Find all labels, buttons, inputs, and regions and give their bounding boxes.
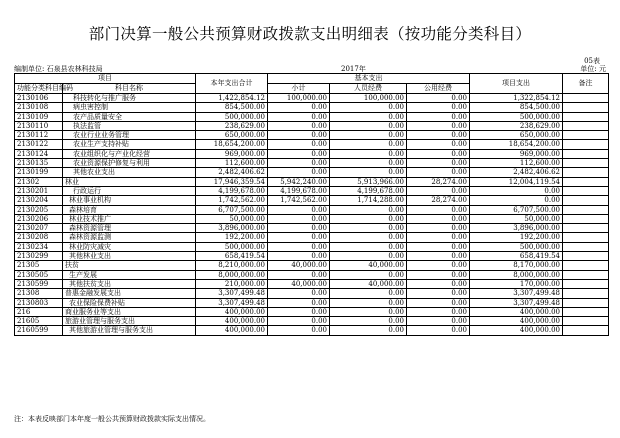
cell-project: 0.00 [470,196,563,205]
cell-name: 林业防灾减灾 [63,242,196,251]
cell-code: 2130803 [15,298,63,307]
cell-name: 农业资源保护修复与利用 [63,159,196,168]
cell-project: 170,000.00 [470,279,563,288]
table-row [15,177,609,186]
cell-total: 50,000.00 [196,214,268,223]
cell-remark [563,121,609,130]
cell-subtotal: 0.00 [268,252,330,261]
cell-subtotal: 0.00 [268,289,330,298]
cell-code: 2130108 [15,103,63,112]
cell-project: 112,600.00 [470,159,563,168]
cell-name: 森林资源管理 [63,224,196,233]
table-row [15,261,609,270]
cell-public: 0.00 [407,186,470,195]
table-row [15,112,609,121]
cell-personnel: 0.00 [330,307,407,316]
table-row [15,307,609,316]
cell-subtotal: 0.00 [268,298,330,307]
cell-subtotal: 0.00 [268,112,330,121]
cell-remark [563,298,609,307]
cell-total: 1,742,562.00 [196,196,268,205]
cell-code: 21305 [15,261,63,270]
header-public: 公用经费 [407,84,470,94]
cell-public: 28,274.00 [407,196,470,205]
table-row [15,159,609,168]
cell-name: 行政运行 [63,186,196,195]
cell-remark [563,140,609,149]
cell-name: 农业生产支持补贴 [63,140,196,149]
cell-subtotal: 100,000.00 [268,94,330,103]
cell-total: 4,199,678.00 [196,186,268,195]
cell-project: 500,000.00 [470,112,563,121]
cell-code: 216 [15,307,63,316]
cell-name: 林业事业机构 [63,196,196,205]
cell-name: 病虫害控制 [63,103,196,112]
cell-public: 0.00 [407,140,470,149]
cell-personnel: 0.00 [330,214,407,223]
cell-project: 0.00 [470,186,563,195]
cell-name: 农业组织化与产业化经营 [63,149,196,158]
cell-public: 0.00 [407,270,470,279]
cell-personnel: 0.00 [330,326,407,335]
cell-code: 21302 [15,177,63,186]
header-item: 项目 [15,74,196,84]
cell-name: 农业行业业务管理 [63,131,196,140]
cell-personnel: 0.00 [330,168,407,177]
cell-public: 0.00 [407,261,470,270]
cell-total: 3,307,499.48 [196,298,268,307]
table-row [15,205,609,214]
cell-subtotal: 0.00 [268,103,330,112]
cell-project: 1,322,854.12 [470,94,563,103]
cell-name: 森林培育 [63,205,196,214]
cell-remark [563,289,609,298]
cell-personnel: 0.00 [330,159,407,168]
table-row [15,149,609,158]
table-row [15,140,609,149]
cell-total: 400,000.00 [196,307,268,316]
header-remark: 备注 [563,74,609,94]
cell-public: 0.00 [407,289,470,298]
cell-subtotal: 0.00 [268,205,330,214]
table-row [15,326,609,335]
cell-project: 2,482,406.62 [470,168,563,177]
cell-public: 0.00 [407,317,470,326]
cell-project: 650,000.00 [470,131,563,140]
cell-remark [563,103,609,112]
cell-remark [563,270,609,279]
cell-subtotal: 0.00 [268,326,330,335]
cell-personnel: 5,913,966.00 [330,177,407,186]
cell-personnel: 1,714,288.00 [330,196,407,205]
cell-personnel: 0.00 [330,224,407,233]
cell-public: 28,274.00 [407,177,470,186]
cell-total: 192,200.00 [196,233,268,242]
cell-name: 生产发展 [63,270,196,279]
cell-public: 0.00 [407,298,470,307]
cell-code: 2130599 [15,279,63,288]
cell-total: 3,307,499.48 [196,289,268,298]
cell-code: 2130505 [15,270,63,279]
sheet-number: 05表 [584,57,600,65]
table-row [15,224,609,233]
cell-total: 969,000.00 [196,149,268,158]
cell-total: 400,000.00 [196,317,268,326]
cell-code: 2130205 [15,205,63,214]
cell-public: 0.00 [407,168,470,177]
cell-remark [563,205,609,214]
cell-remark [563,94,609,103]
cell-total: 400,000.00 [196,326,268,335]
cell-code: 2130106 [15,94,63,103]
cell-total: 210,000.00 [196,279,268,288]
cell-public: 0.00 [407,205,470,214]
cell-code: 2130122 [15,140,63,149]
cell-personnel: 0.00 [330,140,407,149]
cell-code: 21605 [15,317,63,326]
cell-total: 854,500.00 [196,103,268,112]
cell-project: 854,500.00 [470,103,563,112]
cell-remark [563,279,609,288]
cell-project: 238,629.00 [470,121,563,130]
cell-project: 400,000.00 [470,317,563,326]
table-row [15,168,609,177]
expenditure-table [14,73,609,336]
cell-personnel: 40,000.00 [330,261,407,270]
cell-subtotal: 0.00 [268,121,330,130]
cell-subtotal: 5,942,240.00 [268,177,330,186]
cell-remark [563,326,609,335]
cell-name: 其他扶贫支出 [63,279,196,288]
cell-remark [563,214,609,223]
cell-remark [563,317,609,326]
cell-name: 其他林业支出 [63,252,196,261]
table-row [15,121,609,130]
table-row [15,298,609,307]
cell-remark [563,307,609,316]
cell-code: 2130206 [15,214,63,223]
cell-total: 17,946,359.54 [196,177,268,186]
cell-code: 2130135 [15,159,63,168]
cell-name: 旅游业管理与服务支出 [63,317,196,326]
cell-name: 林业 [63,177,196,186]
table-row [15,279,609,288]
cell-code: 2130199 [15,168,63,177]
cell-code: 2130110 [15,121,63,130]
footnote: 注：本表反映部门本年度一般公共预算财政拨款实际支出情况。 [14,415,210,423]
cell-subtotal: 0.00 [268,224,330,233]
cell-personnel: 0.00 [330,242,407,251]
cell-total: 6,707,500.00 [196,205,268,214]
cell-remark [563,224,609,233]
cell-project: 658,419.54 [470,252,563,261]
cell-personnel: 0.00 [330,103,407,112]
cell-subtotal: 0.00 [268,317,330,326]
table-row [15,214,609,223]
cell-public: 0.00 [407,326,470,335]
cell-code: 2130207 [15,224,63,233]
cell-public: 0.00 [407,242,470,251]
table-row [15,242,609,251]
cell-public: 0.00 [407,224,470,233]
year-label: 2017年 [341,65,366,73]
cell-total: 8,210,000.00 [196,261,268,270]
cell-project: 6,707,500.00 [470,205,563,214]
cell-name: 林业技术推广 [63,214,196,223]
cell-name: 执法监管 [63,121,196,130]
cell-personnel: 40,000.00 [330,279,407,288]
cell-personnel: 0.00 [330,131,407,140]
table-row [15,317,609,326]
cell-project: 192,200.00 [470,233,563,242]
page-title: 部门决算一般公共预算财政拨款支出明细表（按功能分类科目） [88,25,532,43]
cell-personnel: 0.00 [330,298,407,307]
cell-total: 238,629.00 [196,121,268,130]
cell-personnel: 0.00 [330,149,407,158]
cell-remark [563,242,609,251]
cell-personnel: 0.00 [330,233,407,242]
cell-project: 3,307,499.48 [470,298,563,307]
cell-personnel: 0.00 [330,317,407,326]
cell-remark [563,252,609,261]
cell-name: 其他旅游业管理与服务支出 [63,326,196,335]
cell-subtotal: 0.00 [268,233,330,242]
cell-subtotal: 0.00 [268,242,330,251]
cell-remark [563,131,609,140]
cell-remark [563,177,609,186]
cell-name: 农业保险保费补贴 [63,298,196,307]
cell-public: 0.00 [407,103,470,112]
cell-name: 其他农业支出 [63,168,196,177]
header-personnel: 人员经费 [330,84,407,94]
cell-public: 0.00 [407,159,470,168]
cell-total: 1,422,854.12 [196,94,268,103]
cell-total: 3,896,000.00 [196,224,268,233]
cell-subtotal: 40,000.00 [268,279,330,288]
cell-remark [563,112,609,121]
cell-public: 0.00 [407,233,470,242]
cell-name: 科技转化与推广服务 [63,94,196,103]
cell-public: 0.00 [407,149,470,158]
cell-name: 扶贫 [63,261,196,270]
cell-project: 400,000.00 [470,307,563,316]
cell-remark [563,186,609,195]
cell-public: 0.00 [407,112,470,121]
cell-personnel: 0.00 [330,270,407,279]
cell-personnel: 100,000.00 [330,94,407,103]
cell-name: 普惠金融发展支出 [63,289,196,298]
cell-remark [563,261,609,270]
cell-remark [563,168,609,177]
cell-personnel: 0.00 [330,112,407,121]
cell-subtotal: 0.00 [268,270,330,279]
cell-public: 0.00 [407,121,470,130]
table-row [15,94,609,103]
cell-personnel: 4,199,678.00 [330,186,407,195]
cell-project: 18,654,200.00 [470,140,563,149]
cell-subtotal: 4,199,678.00 [268,186,330,195]
cell-public: 0.00 [407,307,470,316]
cell-subtotal: 0.00 [268,159,330,168]
table-row [15,233,609,242]
cell-code: 2130124 [15,149,63,158]
table-row [15,103,609,112]
org-label: 编制单位: 石泉县农林科技局 [14,65,103,73]
cell-code: 21308 [15,289,63,298]
cell-personnel: 0.00 [330,289,407,298]
table-row [15,270,609,279]
cell-code: 2130201 [15,186,63,195]
cell-public: 0.00 [407,131,470,140]
table-row [15,196,609,205]
header-basic: 基本支出 [268,74,470,84]
cell-subtotal: 0.00 [268,131,330,140]
cell-code: 2130299 [15,252,63,261]
header-row-top [15,74,609,84]
cell-name: 商业服务业等支出 [63,307,196,316]
cell-subtotal: 0.00 [268,214,330,223]
table-row [15,289,609,298]
cell-name: 森林资源监测 [63,233,196,242]
cell-code: 2130109 [15,112,63,121]
cell-public: 0.00 [407,279,470,288]
cell-public: 0.00 [407,252,470,261]
cell-project: 3,307,499.48 [470,289,563,298]
header-name: 科目名称 [63,84,196,94]
table-body [15,94,609,336]
cell-subtotal: 0.00 [268,307,330,316]
cell-code: 2130234 [15,242,63,251]
cell-project: 8,170,000.00 [470,261,563,270]
cell-name: 农产品质量安全 [63,112,196,121]
cell-project: 3,896,000.00 [470,224,563,233]
unit-label: 单位: 元 [580,65,606,73]
cell-code: 2130112 [15,131,63,140]
cell-personnel: 0.00 [330,205,407,214]
table-row [15,252,609,261]
cell-remark [563,149,609,158]
cell-remark [563,233,609,242]
cell-code: 2130204 [15,196,63,205]
cell-total: 112,600.00 [196,159,268,168]
cell-project: 12,004,119.54 [470,177,563,186]
cell-total: 658,419.54 [196,252,268,261]
cell-remark [563,196,609,205]
cell-public: 0.00 [407,214,470,223]
header-total: 本年支出合计 [196,74,268,94]
cell-subtotal: 0.00 [268,140,330,149]
cell-personnel: 0.00 [330,121,407,130]
cell-project: 500,000.00 [470,242,563,251]
cell-project: 400,000.00 [470,326,563,335]
cell-project: 969,000.00 [470,149,563,158]
cell-total: 500,000.00 [196,242,268,251]
cell-subtotal: 1,742,562.00 [268,196,330,205]
cell-code: 2160599 [15,326,63,335]
header-code: 功能分类科目编码 [15,84,63,94]
table-row [15,131,609,140]
header-subtotal: 小计 [268,84,330,94]
table-row [15,186,609,195]
header-project: 项目支出 [470,74,563,94]
cell-remark [563,159,609,168]
cell-subtotal: 0.00 [268,168,330,177]
cell-public: 0.00 [407,94,470,103]
cell-subtotal: 0.00 [268,149,330,158]
cell-total: 8,000,000.00 [196,270,268,279]
cell-total: 650,000.00 [196,131,268,140]
cell-total: 18,654,200.00 [196,140,268,149]
cell-total: 2,482,406.62 [196,168,268,177]
cell-subtotal: 40,000.00 [268,261,330,270]
cell-total: 500,000.00 [196,112,268,121]
cell-project: 8,000,000.00 [470,270,563,279]
cell-project: 50,000.00 [470,214,563,223]
cell-personnel: 0.00 [330,252,407,261]
cell-code: 2130208 [15,233,63,242]
